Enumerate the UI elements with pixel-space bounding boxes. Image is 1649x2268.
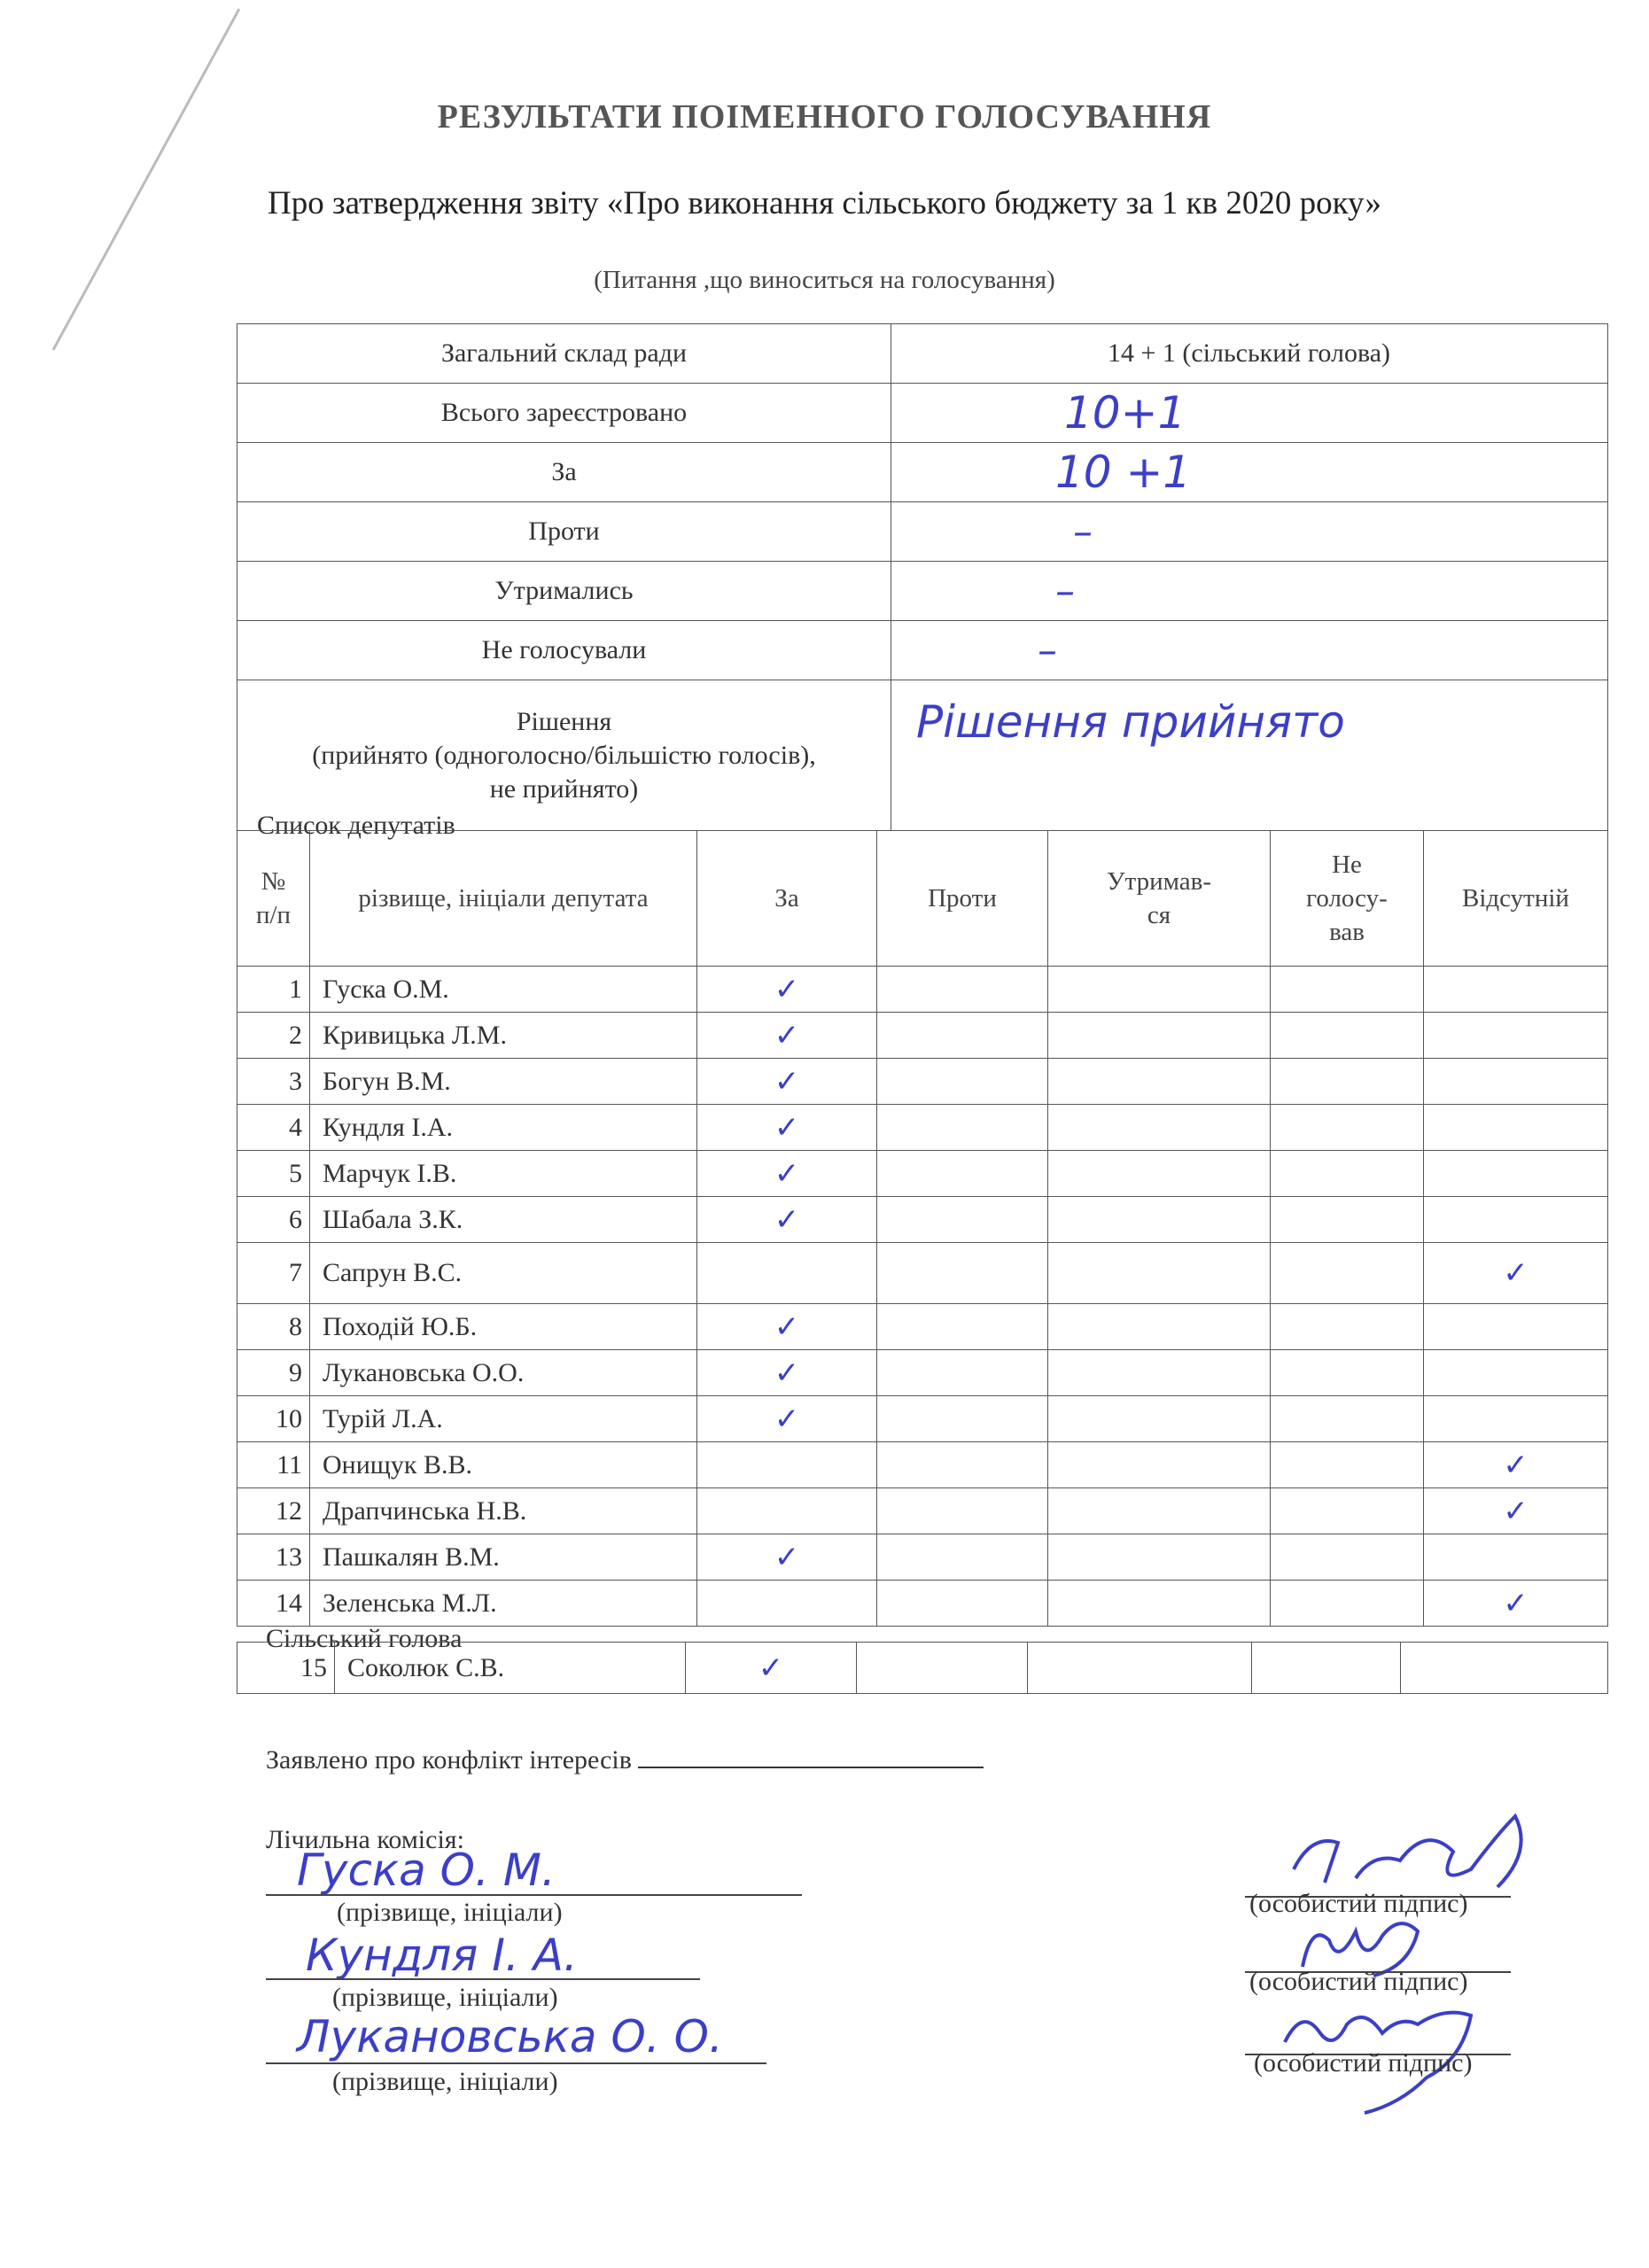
row-name: Драпчинська Н.В.: [310, 1488, 697, 1534]
row-num: 10: [237, 1396, 310, 1442]
vote-notvoted-cell: [1271, 1442, 1424, 1488]
vote-notvoted-cell: [1271, 1243, 1424, 1304]
vote-notvoted-cell: [1252, 1643, 1401, 1694]
table-row: [237, 1581, 1608, 1627]
vote-for-cell: [697, 1013, 877, 1059]
vote-abstained-cell: [1028, 1643, 1252, 1694]
summary-label: Всього зареєстровано: [237, 384, 891, 443]
vote-for-cell: [697, 1059, 877, 1105]
vote-against-cell: [877, 1105, 1048, 1151]
header-text: ся: [1147, 901, 1171, 929]
row-name: Сапрун В.С.: [310, 1243, 697, 1304]
vote-for-cell: [697, 1243, 877, 1304]
table-row: [237, 1442, 1608, 1488]
vote-for-cell: [686, 1643, 857, 1694]
check-mark-icon: ✓: [1503, 1493, 1528, 1529]
row-name: Кундля І.А.: [310, 1105, 697, 1151]
row-num: 5: [237, 1151, 310, 1197]
vote-against-cell: [877, 1151, 1048, 1197]
vote-for-cell: [697, 1105, 877, 1151]
header-text: голосу-: [1306, 884, 1388, 913]
vote-abstained-cell: [1048, 1396, 1271, 1442]
vote-against-cell: [877, 1197, 1048, 1243]
vote-for-cell: [697, 1396, 877, 1442]
vote-notvoted-cell: [1271, 1396, 1424, 1442]
row-name: Походій Ю.Б.: [310, 1304, 697, 1350]
vote-against-cell: [877, 1396, 1048, 1442]
deputies-voting-table: [237, 830, 1608, 1627]
vote-for-cell: [697, 1350, 877, 1396]
member-caption: (прізвище, ініціали): [332, 1983, 558, 2012]
vote-notvoted-cell: [1271, 1350, 1424, 1396]
personal-signature-caption: (особистий підпис): [1254, 2048, 1473, 2078]
check-mark-icon: ✓: [774, 1539, 800, 1575]
row-name: Шабала З.К.: [310, 1197, 697, 1243]
summary-label: Утримались: [237, 562, 891, 621]
vote-against-cell: [877, 1304, 1048, 1350]
summary-row: [237, 384, 1608, 443]
check-mark-icon: ✓: [774, 1063, 800, 1099]
commission-member-name-handwritten: Лукановська О. О.: [297, 2011, 723, 2062]
vote-abstained-cell: [1048, 1059, 1271, 1105]
row-name: Гуска О.М.: [310, 967, 697, 1013]
vote-abstained-cell: [1048, 1350, 1271, 1396]
summary-row: [237, 562, 1608, 621]
row-name: Турій Л.А.: [310, 1396, 697, 1442]
check-mark-icon: ✓: [774, 1155, 800, 1192]
vote-absent-cell: [1424, 1059, 1608, 1105]
row-name: Пашкалян В.М.: [310, 1534, 697, 1581]
commission-member-name-handwritten: Кундля І. А.: [306, 1930, 578, 1981]
summary-value: 14 + 1 (сільський голова): [891, 324, 1608, 384]
vote-abstained-cell: [1048, 967, 1271, 1013]
vote-absent-cell: [1424, 1488, 1608, 1534]
summary-label: Проти: [237, 502, 891, 562]
decision-label-line: (прийнято (одноголосно/більшістю голосів),: [312, 740, 816, 770]
header-absent: Відсутній: [1424, 831, 1608, 967]
vote-against-cell: [877, 1442, 1048, 1488]
vote-absent-cell: [1424, 1105, 1608, 1151]
member-caption: (прізвище, ініціали): [332, 2067, 558, 2096]
vote-absent-cell: [1424, 1396, 1608, 1442]
personal-signature-caption: (особистий підпис): [1249, 1889, 1468, 1918]
table-row: [237, 967, 1608, 1013]
header-abstained: [1048, 831, 1271, 967]
vote-abstained-cell: [1048, 1442, 1271, 1488]
summary-row: [237, 443, 1608, 502]
handwritten-registered: 10+1: [1064, 387, 1186, 439]
summary-value-handwritten: [891, 502, 1608, 562]
vote-abstained-cell: [1048, 1197, 1271, 1243]
question-caption: (Питання ,що виноситься на голосування): [594, 266, 1055, 294]
table-row: [237, 1488, 1608, 1534]
vote-absent-cell: [1424, 1151, 1608, 1197]
conflict-label: Заявлено про конфлікт інтересів: [266, 1745, 632, 1775]
vote-abstained-cell: [1048, 1151, 1271, 1197]
deputies-header-row: [237, 831, 1608, 967]
table-row: [237, 1059, 1608, 1105]
handwritten-notvoted: –: [1038, 627, 1057, 673]
row-name: Соколюк С.В.: [335, 1643, 686, 1694]
personal-signature-caption: (особистий підпис): [1249, 1967, 1468, 1996]
vote-for-cell: [697, 1304, 877, 1350]
check-mark-icon: ✓: [774, 1109, 800, 1146]
member-caption: (прізвище, ініціали): [337, 1898, 563, 1927]
row-num: 9: [237, 1350, 310, 1396]
commission-member-name-handwritten: Гуска О. М.: [297, 1845, 556, 1896]
summary-value-handwritten: [891, 562, 1608, 621]
vote-against-cell: [877, 1488, 1048, 1534]
row-name: Кривицька Л.М.: [310, 1013, 697, 1059]
vote-for-cell: [697, 1488, 877, 1534]
table-row: [237, 1350, 1608, 1396]
table-row: [237, 1151, 1608, 1197]
decision-label: [237, 680, 891, 831]
vote-notvoted-cell: [1271, 1105, 1424, 1151]
vote-for-cell: [697, 1581, 877, 1627]
vote-notvoted-cell: [1271, 1013, 1424, 1059]
row-num: 14: [237, 1581, 310, 1627]
row-num: 12: [237, 1488, 310, 1534]
conflict-of-interest: [266, 1745, 984, 1775]
header-text: п/п: [255, 901, 292, 929]
vote-absent-cell: [1424, 1197, 1608, 1243]
vote-absent-cell: [1424, 967, 1608, 1013]
vote-abstained-cell: [1048, 1105, 1271, 1151]
vote-notvoted-cell: [1271, 1581, 1424, 1627]
table-row: [237, 1534, 1608, 1581]
vote-against-cell: [877, 1534, 1048, 1581]
vote-against-cell: [877, 967, 1048, 1013]
village-head-table: [237, 1642, 1608, 1694]
vote-absent-cell: [1424, 1350, 1608, 1396]
vote-abstained-cell: [1048, 1304, 1271, 1350]
vote-absent-cell: [1424, 1581, 1608, 1627]
check-mark-icon: ✓: [1503, 1447, 1528, 1483]
vote-notvoted-cell: [1271, 1488, 1424, 1534]
vote-for-cell: [697, 967, 877, 1013]
row-name: Лукановська О.О.: [310, 1350, 697, 1396]
signature-scribble-1: [1276, 1807, 1560, 1896]
handwritten-decision: Рішення прийнято: [916, 696, 1345, 748]
check-mark-icon: ✓: [758, 1650, 784, 1686]
vote-notvoted-cell: [1271, 1151, 1424, 1197]
header-notvoted: [1271, 831, 1424, 967]
check-mark-icon: ✓: [774, 1017, 800, 1053]
vote-abstained-cell: [1048, 1534, 1271, 1581]
signature-line: [266, 2062, 766, 2064]
table-row: [237, 1396, 1608, 1442]
row-num: 2: [237, 1013, 310, 1059]
header-name: різвище, ініціали депутата: [310, 831, 697, 967]
decision-label-line: Рішення: [516, 706, 612, 736]
check-mark-icon: ✓: [774, 971, 800, 1007]
vote-against-cell: [877, 1059, 1048, 1105]
document-subtitle: Про затвердження звіту «Про виконання сільського бюджету за 1 кв 2020 року»: [268, 185, 1381, 221]
vote-abstained-cell: [1048, 1581, 1271, 1627]
header-text: №: [261, 867, 286, 896]
vote-for-cell: [697, 1442, 877, 1488]
summary-row: [237, 324, 1608, 384]
document-title: РЕЗУЛЬТАТИ ПОІМЕННОГО ГОЛОСУВАННЯ: [437, 98, 1212, 136]
row-num: 6: [237, 1197, 310, 1243]
table-row: [237, 1243, 1608, 1304]
vote-absent-cell: [1424, 1534, 1608, 1581]
vote-notvoted-cell: [1271, 1059, 1424, 1105]
vote-notvoted-cell: [1271, 967, 1424, 1013]
vote-for-cell: [697, 1534, 877, 1581]
table-row: [237, 1643, 1608, 1694]
header-for: За: [697, 831, 877, 967]
vote-against-cell: [877, 1350, 1048, 1396]
counting-commission-label: Лічильна комісія:: [266, 1825, 464, 1854]
summary-value-handwritten: [891, 384, 1608, 443]
village-head-section-label: Сільський голова: [266, 1624, 463, 1653]
row-num: 8: [237, 1304, 310, 1350]
decision-value-handwritten: [891, 680, 1608, 831]
table-row: [237, 1304, 1608, 1350]
check-mark-icon: ✓: [1503, 1255, 1528, 1291]
row-num: 3: [237, 1059, 310, 1105]
vote-against-cell: [857, 1643, 1028, 1694]
vote-absent-cell: [1424, 1013, 1608, 1059]
vote-abstained-cell: [1048, 1013, 1271, 1059]
table-row: [237, 1105, 1608, 1151]
summary-value-handwritten: [891, 621, 1608, 680]
vote-notvoted-cell: [1271, 1197, 1424, 1243]
conflict-blank-line: [638, 1745, 984, 1768]
row-num: 7: [237, 1243, 310, 1304]
check-mark-icon: ✓: [774, 1355, 800, 1391]
vote-for-cell: [697, 1151, 877, 1197]
vote-against-cell: [877, 1581, 1048, 1627]
summary-row: [237, 621, 1608, 680]
table-row: [237, 1197, 1608, 1243]
vote-absent-cell: [1424, 1442, 1608, 1488]
vote-notvoted-cell: [1271, 1304, 1424, 1350]
table-row: [237, 1013, 1608, 1059]
check-mark-icon: ✓: [774, 1401, 800, 1437]
header-text: вав: [1329, 918, 1365, 946]
row-num: 1: [237, 967, 310, 1013]
check-mark-icon: ✓: [774, 1309, 800, 1345]
vote-for-cell: [697, 1197, 877, 1243]
signature-line: [266, 1978, 700, 1980]
vote-notvoted-cell: [1271, 1534, 1424, 1581]
header-num: [237, 831, 310, 967]
row-name: Богун В.М.: [310, 1059, 697, 1105]
handwritten-abstained: –: [1055, 568, 1075, 614]
decision-label-line: не прийнято): [489, 773, 639, 804]
vote-abstained-cell: [1048, 1243, 1271, 1304]
check-mark-icon: ✓: [774, 1201, 800, 1238]
row-num: 15: [237, 1643, 335, 1694]
check-mark-icon: ✓: [1503, 1585, 1528, 1621]
vote-absent-cell: [1401, 1643, 1608, 1694]
row-name: Зеленська М.Л.: [310, 1581, 697, 1627]
row-num: 4: [237, 1105, 310, 1151]
summary-value-handwritten: [891, 443, 1608, 502]
handwritten-against: –: [1073, 509, 1093, 555]
summary-label: Загальний склад ради: [237, 324, 891, 384]
deputies-section-label: Список депутатів: [257, 811, 455, 840]
signature-line: [266, 1894, 802, 1896]
vote-abstained-cell: [1048, 1488, 1271, 1534]
summary-label: За: [237, 443, 891, 502]
header-text: Утримав-: [1107, 867, 1211, 896]
row-name: Онищук В.В.: [310, 1442, 697, 1488]
summary-label: Не голосували: [237, 621, 891, 680]
summary-row: [237, 502, 1608, 562]
vote-against-cell: [877, 1243, 1048, 1304]
header-against: Проти: [877, 831, 1048, 967]
handwritten-for: 10 +1: [1055, 447, 1192, 498]
summary-row-decision: [237, 680, 1608, 831]
voting-summary-table: [237, 323, 1608, 831]
vote-absent-cell: [1424, 1243, 1608, 1304]
row-num: 11: [237, 1442, 310, 1488]
row-name: Марчук І.В.: [310, 1151, 697, 1197]
vote-absent-cell: [1424, 1304, 1608, 1350]
vote-against-cell: [877, 1013, 1048, 1059]
row-num: 13: [237, 1534, 310, 1581]
header-text: Не: [1332, 850, 1362, 879]
